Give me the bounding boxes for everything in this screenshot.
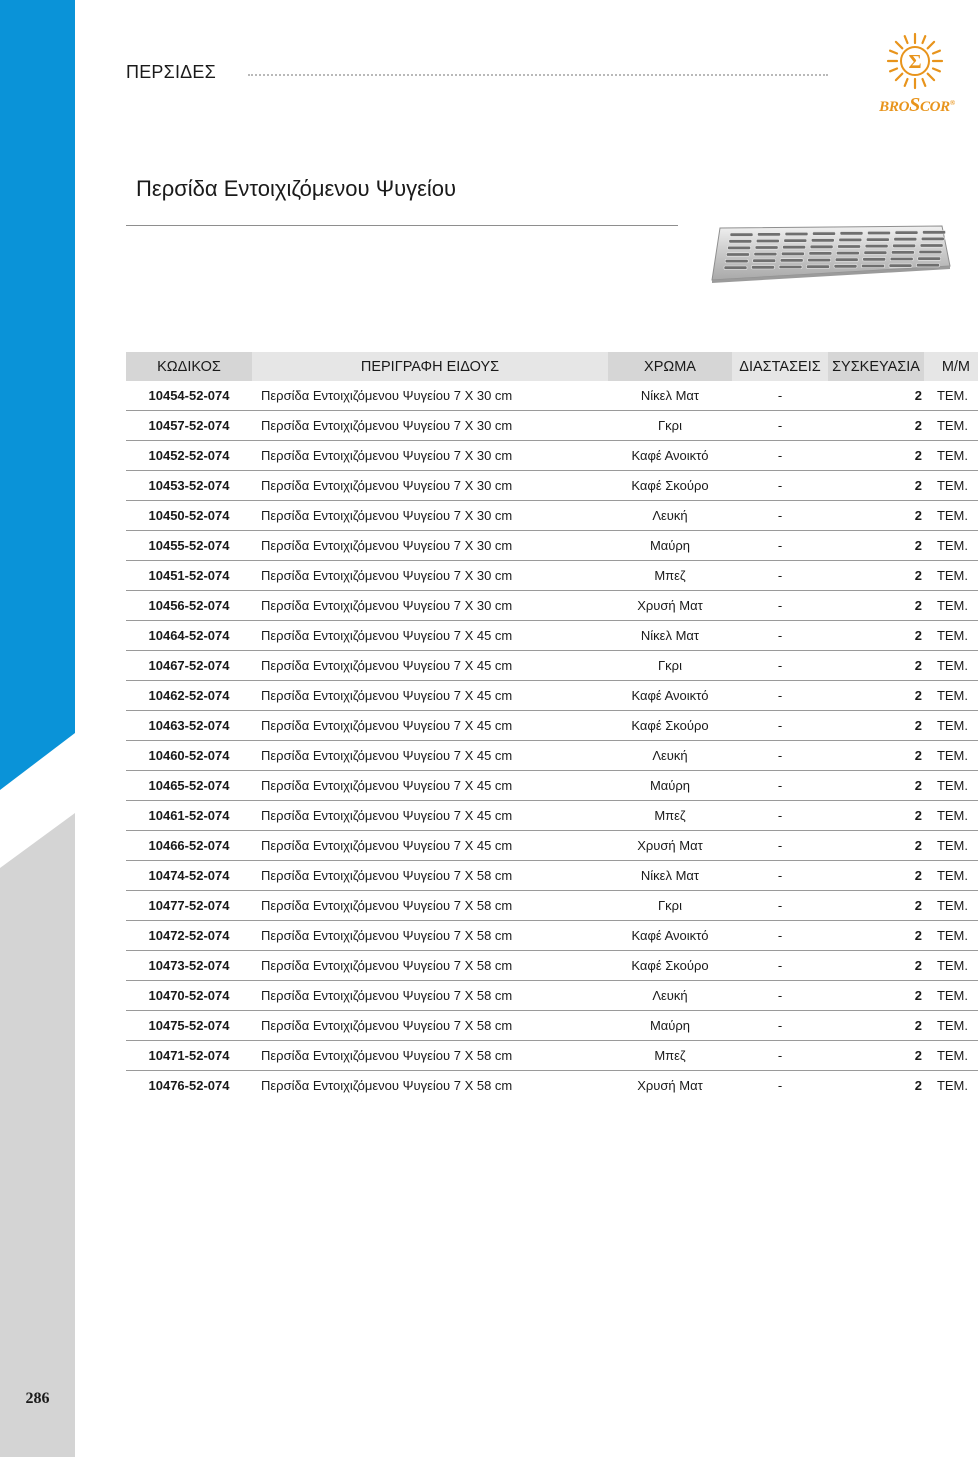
product-color: Μπεζ (608, 801, 732, 831)
product-description: Περσίδα Εντοιχιζόμενου Ψυγείου 7 X 45 cm (252, 621, 608, 651)
broscor-logo (876, 32, 956, 122)
product-code: 10471-52-074 (126, 1041, 252, 1071)
product-color: Λευκή (608, 501, 732, 531)
grille-slot (891, 251, 914, 254)
grille-slot (783, 246, 806, 249)
product-code: 10452-52-074 (126, 441, 252, 471)
product-unit: ΤΕΜ. (924, 381, 978, 411)
product-description: Περσίδα Εντοιχιζόμενου Ψυγείου 7 X 30 cm (252, 591, 608, 621)
table-header-row (126, 352, 978, 381)
product-unit: ΤΕΜ. (924, 891, 978, 921)
product-code: 10457-52-074 (126, 411, 252, 441)
product-unit: ΤΕΜ. (924, 1011, 978, 1041)
grille-slot (918, 257, 941, 260)
product-unit: ΤΕΜ. (924, 921, 978, 951)
table-row (126, 1011, 978, 1041)
grille-slot (893, 244, 916, 247)
page-number: 286 (25, 1390, 50, 1407)
product-color: Χρυσή Ματ (608, 591, 732, 621)
product-unit: ΤΕΜ. (924, 441, 978, 471)
header-dotted-divider (248, 74, 828, 76)
grille-slot (840, 232, 863, 235)
header-unit: Μ/Μ (924, 352, 978, 381)
product-color: Καφέ Ανοικτό (608, 681, 732, 711)
product-dimensions: - (732, 531, 828, 561)
vent-grille-image (706, 222, 952, 284)
product-code: 10453-52-074 (126, 471, 252, 501)
product-description: Περσίδα Εντοιχιζόμενου Ψυγείου 7 X 58 cm (252, 891, 608, 921)
product-code: 10455-52-074 (126, 531, 252, 561)
product-description: Περσίδα Εντοιχιζόμενου Ψυγείου 7 X 30 cm (252, 561, 608, 591)
product-dimensions: - (732, 831, 828, 861)
sigma-glyph: Σ (908, 51, 922, 73)
product-description: Περσίδα Εντοιχιζόμενου Ψυγείου 7 X 58 cm (252, 981, 608, 1011)
product-packaging: 2 (828, 1041, 924, 1071)
table-row (126, 891, 978, 921)
product-description: Περσίδα Εντοιχιζόμενου Ψυγείου 7 X 45 cm (252, 681, 608, 711)
grille-slot (889, 264, 912, 267)
table-row (126, 771, 978, 801)
product-unit: ΤΕΜ. (924, 621, 978, 651)
product-description: Περσίδα Εντοιχιζόμενου Ψυγείου 7 X 58 cm (252, 861, 608, 891)
table-body (126, 381, 978, 1100)
product-code: 10475-52-074 (126, 1011, 252, 1041)
grille-slot (725, 259, 748, 262)
product-unit: ΤΕΜ. (924, 981, 978, 1011)
grille-slot (923, 231, 946, 234)
product-packaging: 2 (828, 501, 924, 531)
grille-slot (862, 264, 885, 267)
brand-suffix: COR (919, 99, 950, 115)
product-code: 10474-52-074 (126, 861, 252, 891)
product-dimensions: - (732, 1011, 828, 1041)
table-row (126, 801, 978, 831)
product-dimensions: - (732, 681, 828, 711)
table-row (126, 741, 978, 771)
product-color: Γκρι (608, 891, 732, 921)
product-packaging: 2 (828, 531, 924, 561)
table-row (126, 861, 978, 891)
side-color-band (0, 0, 75, 1457)
grille-slot (724, 266, 747, 269)
grille-slot (730, 233, 753, 236)
table-row (126, 711, 978, 741)
grille-slot (838, 245, 861, 248)
product-packaging: 2 (828, 981, 924, 1011)
brand-letter: S (909, 94, 920, 116)
product-packaging: 2 (914, 1078, 922, 1093)
product-dimensions: - (732, 381, 828, 411)
product-dimensions: - (732, 471, 828, 501)
product-code: 10456-52-074 (126, 591, 252, 621)
table-row (126, 411, 978, 441)
grille-slot (835, 258, 858, 261)
product-code: 10467-52-074 (126, 651, 252, 681)
product-unit: ΤΕΜ. (924, 591, 978, 621)
product-dimensions: - (732, 861, 828, 891)
product-color: Νίκελ Ματ (608, 861, 732, 891)
product-description: Περσίδα Εντοιχιζόμενου Ψυγείου 7 X 58 cm (252, 1041, 608, 1071)
grille-slot (920, 244, 943, 247)
product-dimensions: - (732, 891, 828, 921)
grille-slot (868, 231, 891, 234)
product-dimensions: - (732, 741, 828, 771)
product-packaging: 2 (828, 561, 924, 591)
grille-slot (895, 231, 918, 234)
table-row (126, 441, 978, 471)
product-packaging: 2 (828, 741, 924, 771)
side-band-graphic (0, 0, 75, 1457)
grille-slot (811, 239, 834, 242)
product-description: Περσίδα Εντοιχιζόμενου Ψυγείου 7 X 58 cm (261, 1078, 513, 1093)
grille-slot (839, 238, 862, 241)
product-description: Περσίδα Εντοιχιζόμενου Ψυγείου 7 X 45 cm (252, 741, 608, 771)
product-unit: ΤΕΜ. (924, 861, 978, 891)
product-color: Γκρι (608, 651, 732, 681)
product-color: Χρυσή Ματ (637, 1078, 703, 1093)
product-unit: ΤΕΜ. (936, 1078, 968, 1093)
product-unit: ΤΕΜ. (924, 711, 978, 741)
grille-slot (754, 252, 777, 255)
grille-slot (836, 251, 859, 254)
grille-slot (917, 264, 940, 267)
product-packaging: 2 (828, 411, 924, 441)
product-code: 10460-52-074 (126, 741, 252, 771)
product-dimensions: - (732, 591, 828, 621)
grille-slot (894, 238, 917, 241)
sun-emblem-icon (886, 32, 944, 90)
product-unit: ΤΕΜ. (924, 561, 978, 591)
table-row (126, 501, 978, 531)
product-color: Μαύρη (608, 1011, 732, 1041)
product-unit: ΤΕΜ. (924, 771, 978, 801)
product-color: Καφέ Ανοικτό (608, 441, 732, 471)
grille-slot (758, 233, 781, 236)
product-packaging: 2 (828, 441, 924, 471)
product-description: Περσίδα Εντοιχιζόμενου Ψυγείου 7 X 30 cm (252, 441, 608, 471)
table-row (126, 531, 978, 561)
table-row (126, 561, 978, 591)
product-code: 10470-52-074 (126, 981, 252, 1011)
grille-slot (834, 265, 857, 268)
product-packaging: 2 (828, 621, 924, 651)
grille-slot (813, 232, 836, 235)
product-packaging: 2 (828, 471, 924, 501)
product-description: Περσίδα Εντοιχιζόμενου Ψυγείου 7 X 30 cm (252, 411, 608, 441)
header-color: ΧΡΩΜΑ (608, 352, 732, 381)
table-row (126, 1041, 978, 1071)
product-packaging: 2 (828, 951, 924, 981)
product-code: 10472-52-074 (126, 921, 252, 951)
product-color: Χρυσή Ματ (608, 831, 732, 861)
header-dimensions: ΔΙΑΣΤΑΣΕΙΣ (732, 352, 828, 381)
product-description: Περσίδα Εντοιχιζόμενου Ψυγείου 7 X 58 cm (252, 1011, 608, 1041)
product-color: Καφέ Σκούρο (608, 711, 732, 741)
product-color: Μπεζ (608, 1041, 732, 1071)
brand-prefix: BRO (879, 99, 910, 115)
product-packaging: 2 (828, 1011, 924, 1041)
product-description: Περσίδα Εντοιχιζόμενου Ψυγείου 7 X 45 cm (252, 651, 608, 681)
product-color: Μπεζ (608, 561, 732, 591)
product-dimensions: - (732, 981, 828, 1011)
grille-slot (921, 237, 944, 240)
product-packaging: 2 (828, 921, 924, 951)
product-packaging: 2 (828, 381, 924, 411)
table-row (126, 921, 978, 951)
grille-slot (919, 250, 942, 253)
grille-slot (726, 253, 749, 256)
grille-slot (753, 259, 776, 262)
product-color: Μαύρη (608, 771, 732, 801)
product-packaging: 2 (828, 591, 924, 621)
table-row (126, 981, 978, 1011)
table-row (126, 591, 978, 621)
product-description: Περσίδα Εντοιχιζόμενου Ψυγείου 7 X 30 cm (252, 501, 608, 531)
product-color: Μαύρη (608, 531, 732, 561)
grille-slot (866, 238, 889, 241)
grille-slot (752, 266, 775, 269)
product-unit: ΤΕΜ. (924, 471, 978, 501)
grille-slot (809, 252, 832, 255)
product-unit: ΤΕΜ. (924, 831, 978, 861)
table-row (126, 471, 978, 501)
product-code: 10473-52-074 (126, 951, 252, 981)
product-dimensions: - (732, 501, 828, 531)
product-packaging: 2 (828, 891, 924, 921)
table-row (126, 621, 978, 651)
product-description: Περσίδα Εντοιχιζόμενου Ψυγείου 7 X 45 cm (252, 801, 608, 831)
product-description: Περσίδα Εντοιχιζόμενου Ψυγείου 7 X 45 cm (252, 831, 608, 861)
product-description: Περσίδα Εντοιχιζόμενου Ψυγείου 7 X 45 cm (252, 711, 608, 741)
product-dimensions: - (777, 1078, 783, 1093)
table-row (126, 831, 978, 861)
product-dimensions: - (732, 771, 828, 801)
product-packaging: 2 (828, 831, 924, 861)
product-code: 10466-52-074 (126, 831, 252, 861)
product-unit: ΤΕΜ. (924, 1041, 978, 1071)
header-description: ΠΕΡΙΓΡΑΦΗ ΕΙΔΟΥΣ (252, 352, 608, 381)
product-unit: ΤΕΜ. (924, 741, 978, 771)
product-color: Λευκή (608, 741, 732, 771)
grille-slot (807, 265, 830, 268)
product-packaging: 2 (828, 711, 924, 741)
product-unit: ΤΕΜ. (924, 651, 978, 681)
product-packaging: 2 (828, 771, 924, 801)
product-dimensions: - (732, 951, 828, 981)
product-description: Περσίδα Εντοιχιζόμενου Ψυγείου 7 X 30 cm (252, 471, 608, 501)
table-row (126, 1071, 978, 1101)
grille-slot (863, 258, 886, 261)
product-dimensions: - (732, 711, 828, 741)
brand-name (876, 94, 958, 117)
product-color: Νίκελ Ματ (608, 621, 732, 651)
product-code: 10463-52-074 (126, 711, 252, 741)
grille-slot (810, 245, 833, 248)
table-row (126, 381, 978, 411)
grille-slot (755, 246, 778, 249)
table-row (126, 951, 978, 981)
grille-slot (808, 258, 831, 261)
grille-slot (780, 259, 803, 262)
product-code: 10461-52-074 (126, 801, 252, 831)
product-packaging: 2 (828, 861, 924, 891)
product-code: 10454-52-074 (126, 381, 252, 411)
product-code: 10462-52-074 (126, 681, 252, 711)
product-description: Περσίδα Εντοιχιζόμενου Ψυγείου 7 X 30 cm (252, 381, 608, 411)
gray-stripe (0, 813, 75, 1457)
product-code: 10465-52-074 (126, 771, 252, 801)
product-dimensions: - (732, 651, 828, 681)
product-dimensions: - (732, 1041, 828, 1071)
product-dimensions: - (732, 561, 828, 591)
product-color: Καφέ Ανοικτό (608, 921, 732, 951)
product-unit: ΤΕΜ. (924, 801, 978, 831)
product-description: Περσίδα Εντοιχιζόμενου Ψυγείου 7 X 58 cm (252, 951, 608, 981)
grille-slot (781, 252, 804, 255)
title-underline (126, 225, 678, 226)
grille-slot (865, 244, 888, 247)
grille-slot (729, 240, 752, 243)
grille-slot (864, 251, 887, 254)
product-table (126, 352, 978, 1100)
product-code: 10477-52-074 (126, 891, 252, 921)
product-dimensions: - (732, 411, 828, 441)
product-description: Περσίδα Εντοιχιζόμενου Ψυγείου 7 X 45 cm (252, 771, 608, 801)
grille-slot (784, 239, 807, 242)
product-packaging: 2 (828, 651, 924, 681)
header-packaging: ΣΥΣΚΕΥΑΣΙΑ (828, 352, 924, 381)
product-dimensions: - (732, 921, 828, 951)
table-row (126, 651, 978, 681)
section-title: ΠΕΡΣΙΔΕΣ (126, 62, 216, 82)
table-row (126, 681, 978, 711)
product-unit: ΤΕΜ. (924, 681, 978, 711)
product-code: 10451-52-074 (126, 561, 252, 591)
product-packaging: 2 (828, 801, 924, 831)
product-code: 10450-52-074 (126, 501, 252, 531)
product-code: 10464-52-074 (126, 621, 252, 651)
product-unit: ΤΕΜ. (924, 531, 978, 561)
grille-slot (890, 257, 913, 260)
product-color: Λευκή (608, 981, 732, 1011)
grille-slot (728, 246, 751, 249)
header-code: ΚΩΔΙΚΟΣ (126, 352, 252, 381)
grille-slot (779, 265, 802, 268)
product-color: Γκρι (608, 411, 732, 441)
blue-stripe (0, 0, 75, 790)
product-description: Περσίδα Εντοιχιζόμενου Ψυγείου 7 X 30 cm (252, 531, 608, 561)
product-code: 10476-52-074 (148, 1078, 230, 1093)
product-description: Περσίδα Εντοιχιζόμενου Ψυγείου 7 X 58 cm (252, 921, 608, 951)
product-color: Καφέ Σκούρο (608, 951, 732, 981)
grille-slot (756, 239, 779, 242)
product-dimensions: - (732, 621, 828, 651)
product-dimensions: - (732, 441, 828, 471)
registered-mark: ® (949, 99, 955, 107)
product-color: Νίκελ Ματ (608, 381, 732, 411)
product-dimensions: - (732, 801, 828, 831)
product-unit: ΤΕΜ. (924, 951, 978, 981)
product-unit: ΤΕΜ. (924, 411, 978, 441)
product-packaging: 2 (828, 681, 924, 711)
product-title: Περσίδα Εντοιχιζόμενου Ψυγείου (136, 176, 457, 201)
product-unit: ΤΕΜ. (924, 501, 978, 531)
product-color: Καφέ Σκούρο (608, 471, 732, 501)
grille-slot (785, 232, 808, 235)
